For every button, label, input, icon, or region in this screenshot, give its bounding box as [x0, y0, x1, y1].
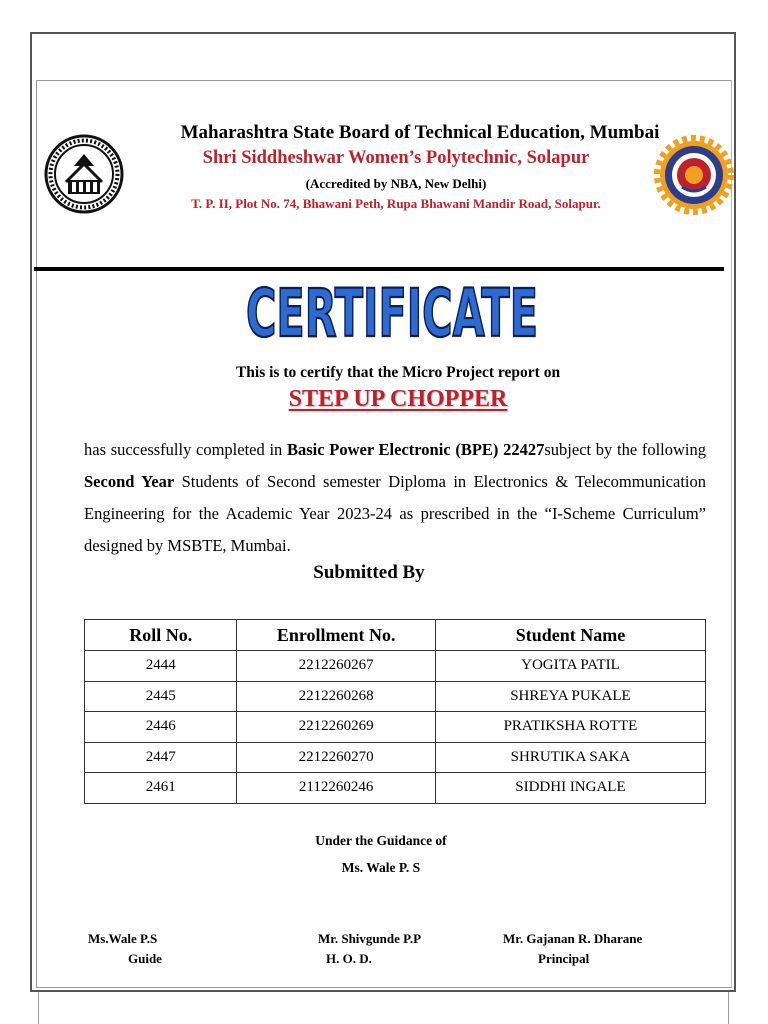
enrollment-no-cell: 2112260246: [237, 773, 435, 804]
header-divider: [34, 267, 724, 271]
table-row: [85, 773, 706, 804]
guide-signature-name: Ms.Wale P.S: [88, 931, 158, 946]
guide-name: Ms. Wale P. S: [341, 860, 421, 875]
certify-line: This is to certify that the Micro Project report on: [235, 364, 561, 381]
enrollment-no-cell: 2212260269: [237, 712, 435, 743]
student-name-cell: SHREYA PUKALE: [435, 681, 705, 712]
certificate-body: [84, 434, 706, 562]
certificate-heading-text: CERTIFICATE: [246, 275, 538, 352]
table-row: [85, 651, 706, 682]
body-text-1: has successfully completed in: [84, 440, 287, 459]
table-header-row: [85, 620, 706, 651]
student-name-cell: PRATIKSHA ROTTE: [435, 712, 705, 743]
principal-signature-name: Mr. Gajanan R. Dharane: [503, 931, 643, 946]
student-name-cell: SIDDHI INGALE: [435, 773, 705, 804]
body-text-2: subject by the following: [544, 440, 706, 459]
board-name: Maharashtra State Board of Technical Education, Mumbai: [180, 122, 660, 143]
enrollment-no-cell: 2212260270: [237, 742, 435, 773]
submitted-by-heading: Submitted By: [313, 562, 425, 583]
college-address: T. P. II, Plot No. 74, Bhawani Peth, Rupa Bhawani Mandir Road, Solapur.: [191, 196, 601, 211]
roll-no-cell: 2444: [85, 651, 237, 682]
principal-signature-role: Principal: [538, 951, 590, 966]
msbte-seal-logo: [44, 132, 124, 216]
enrollment-no-cell: 2212260268: [237, 681, 435, 712]
page-border-tail-left: [38, 992, 39, 1024]
header-enrollment-no: Enrollment No.: [237, 620, 435, 651]
hod-signature-name: Mr. Shivgunde P.P: [318, 931, 422, 946]
header-roll-no: Roll No.: [85, 620, 237, 651]
year-name: Second Year: [84, 472, 175, 491]
college-name: Shri Siddheshwar Women’s Polytechnic, Solapur: [202, 148, 590, 168]
student-name-cell: SHRUTIKA SAKA: [435, 742, 705, 773]
accreditation-line: (Accredited by NBA, New Delhi): [305, 176, 487, 191]
roll-no-cell: 2447: [85, 742, 237, 773]
roll-no-cell: 2461: [85, 773, 237, 804]
students-table: [84, 619, 706, 804]
subject-name: Basic Power Electronic (BPE) 22427: [286, 440, 545, 459]
hod-signature-role: H. O. D.: [326, 951, 372, 966]
table-row: [85, 681, 706, 712]
table-row: [85, 712, 706, 743]
roll-no-cell: 2446: [85, 712, 237, 743]
body-text-3: Students of Second semester Diploma in Electronics & Telecommunication Engineering for the Academic Year 2023-24 as prescribed in the “I-Scheme Curriculum” designed by MSBTE, Mumbai.: [84, 472, 706, 555]
roll-no-cell: 2445: [85, 681, 237, 712]
header-student-name: Student Name: [435, 620, 705, 651]
student-name-cell: YOGITA PATIL: [435, 651, 705, 682]
guidance-label: Under the Guidance of: [315, 833, 447, 848]
project-title-text: STEP UP CHOPPER: [288, 386, 508, 412]
project-title: [84, 386, 712, 413]
certificate-heading: [240, 275, 544, 352]
guide-signature-role: Guide: [128, 951, 162, 966]
page-border-tail-right: [728, 992, 729, 1024]
table-row: [85, 742, 706, 773]
enrollment-no-cell: 2212260267: [237, 651, 435, 682]
